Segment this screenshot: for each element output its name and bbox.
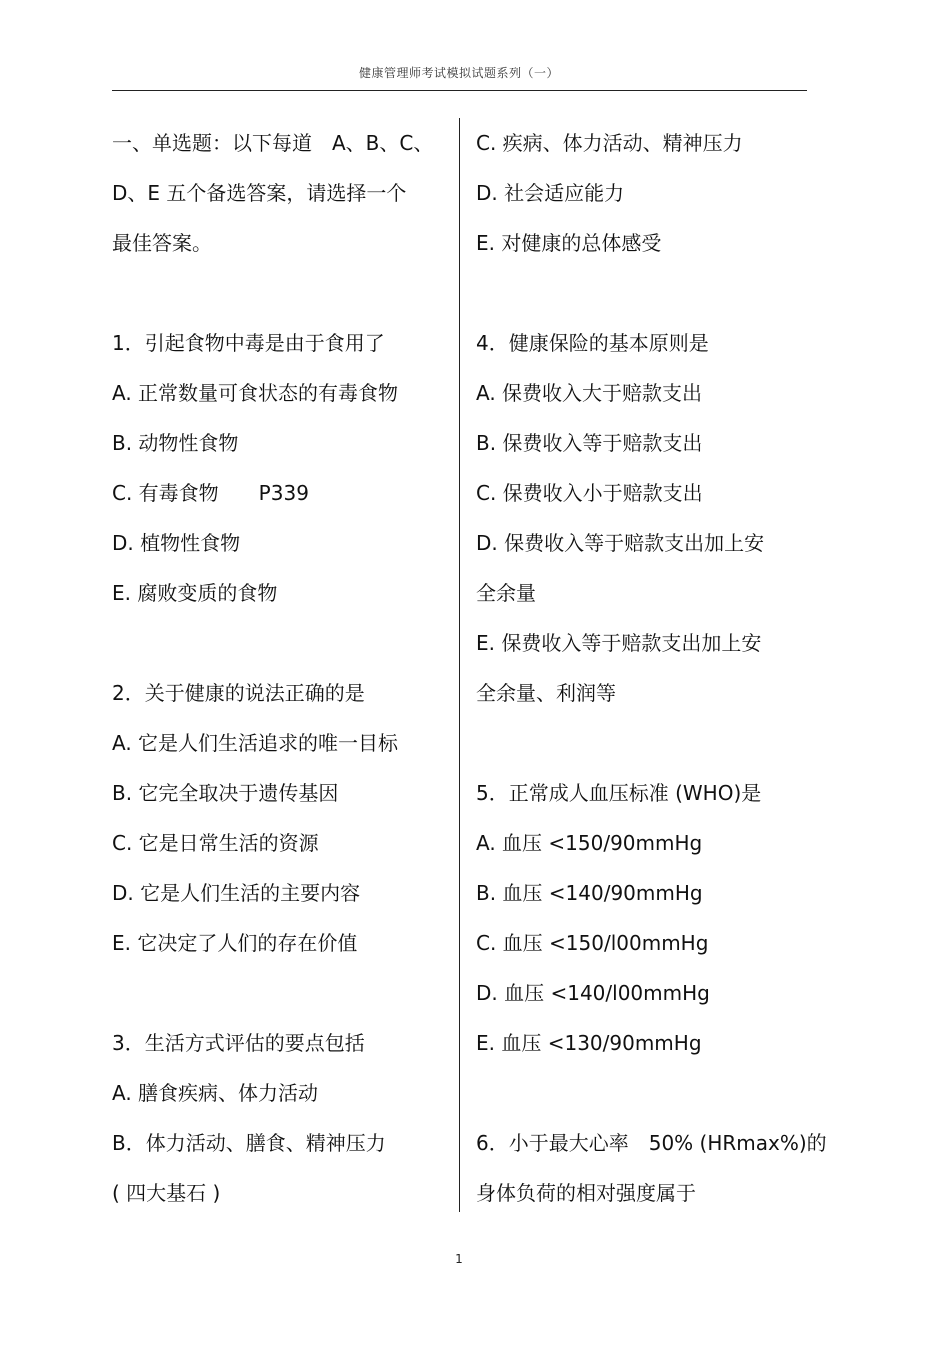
question-4-option-e: E. 保费收入等于赔款支出加上安	[476, 631, 762, 655]
question-2-option-e: E. 它决定了人们的存在价值	[112, 931, 358, 955]
question-2-option-a: A. 它是人们生活追求的唯一目标	[112, 731, 399, 755]
blank-line	[112, 618, 447, 668]
question-5-option-b: B. 血压 <140/90mmHg	[476, 881, 703, 905]
question-1-option-b: B. 动物性食物	[112, 431, 239, 455]
question-1-option-d: D. 植物性食物	[112, 531, 241, 555]
blank-line	[476, 268, 811, 318]
question-3-option-b: B．体力活动、膳食、精神压力	[112, 1131, 386, 1155]
blank-line	[476, 1068, 811, 1118]
question-6-stem: 6．小于最大心率 50% (HRmax%)的	[476, 1131, 827, 1155]
column-divider	[459, 118, 460, 1212]
question-1-stem: 1．引起食物中毒是由于食用了	[112, 331, 385, 355]
question-6-stem-cont: 身体负荷的相对强度属于	[476, 1181, 696, 1205]
question-3-option-e: E. 对健康的总体感受	[476, 231, 662, 255]
question-4-option-d: D. 保费收入等于赔款支出加上安	[476, 531, 765, 555]
question-2-option-d: D. 它是人们生活的主要内容	[112, 881, 361, 905]
question-4-option-a: A. 保费收入大于赔款支出	[476, 381, 703, 405]
question-4-option-d-cont: 全余量	[476, 581, 536, 605]
question-4-option-c: C. 保费收入小于赔款支出	[476, 481, 703, 505]
question-1-option-a: A. 正常数量可食状态的有毒食物	[112, 381, 399, 405]
text-line: D、E 五个备选答案，请选择一个	[112, 181, 407, 205]
question-3-option-b-note: ( 四大基石 )	[112, 1181, 221, 1205]
question-4-option-e-cont: 全余量、利润等	[476, 681, 616, 705]
question-1-option-c: C. 有毒食物 P339	[112, 481, 309, 505]
page-header-title: 健康管理师考试模拟试题系列（一）	[358, 66, 559, 80]
blank-line	[112, 268, 447, 318]
question-1-option-e: E. 腐败变质的食物	[112, 581, 278, 605]
question-2-option-b: B. 它完全取决于遗传基因	[112, 781, 339, 805]
blank-line	[476, 718, 811, 768]
question-5-option-d: D. 血压 <140/l00mmHg	[476, 981, 710, 1005]
question-2-option-c: C. 它是日常生活的资源	[112, 831, 319, 855]
right-column	[476, 118, 827, 1218]
question-3-stem: 3．生活方式评估的要点包括	[112, 1031, 365, 1055]
question-4-option-b: B. 保费收入等于赔款支出	[476, 431, 703, 455]
question-3-option-a: A. 膳食疾病、体力活动	[112, 1081, 319, 1105]
text-line: 最佳答案。	[112, 231, 212, 255]
question-3-option-d: D. 社会适应能力	[476, 181, 625, 205]
question-5-option-a: A. 血压 <150/90mmHg	[476, 831, 703, 855]
question-5-stem: 5．正常成人血压标准 (WHO)是	[476, 781, 762, 805]
question-5-option-e: E. 血压 <130/90mmHg	[476, 1031, 702, 1055]
page-number: 1	[455, 1252, 463, 1266]
left-column	[112, 118, 447, 1218]
text-line: 一、单选题：以下每道 A、B、C、	[112, 131, 434, 155]
question-3-option-c: C. 疾病、体力活动、精神压力	[476, 131, 743, 155]
question-2-stem: 2．关于健康的说法正确的是	[112, 681, 365, 705]
question-5-option-c: C. 血压 <150/l00mmHg	[476, 931, 709, 955]
blank-line	[112, 968, 447, 1018]
question-4-stem: 4．健康保险的基本原则是	[476, 331, 709, 355]
header-divider	[112, 90, 807, 91]
